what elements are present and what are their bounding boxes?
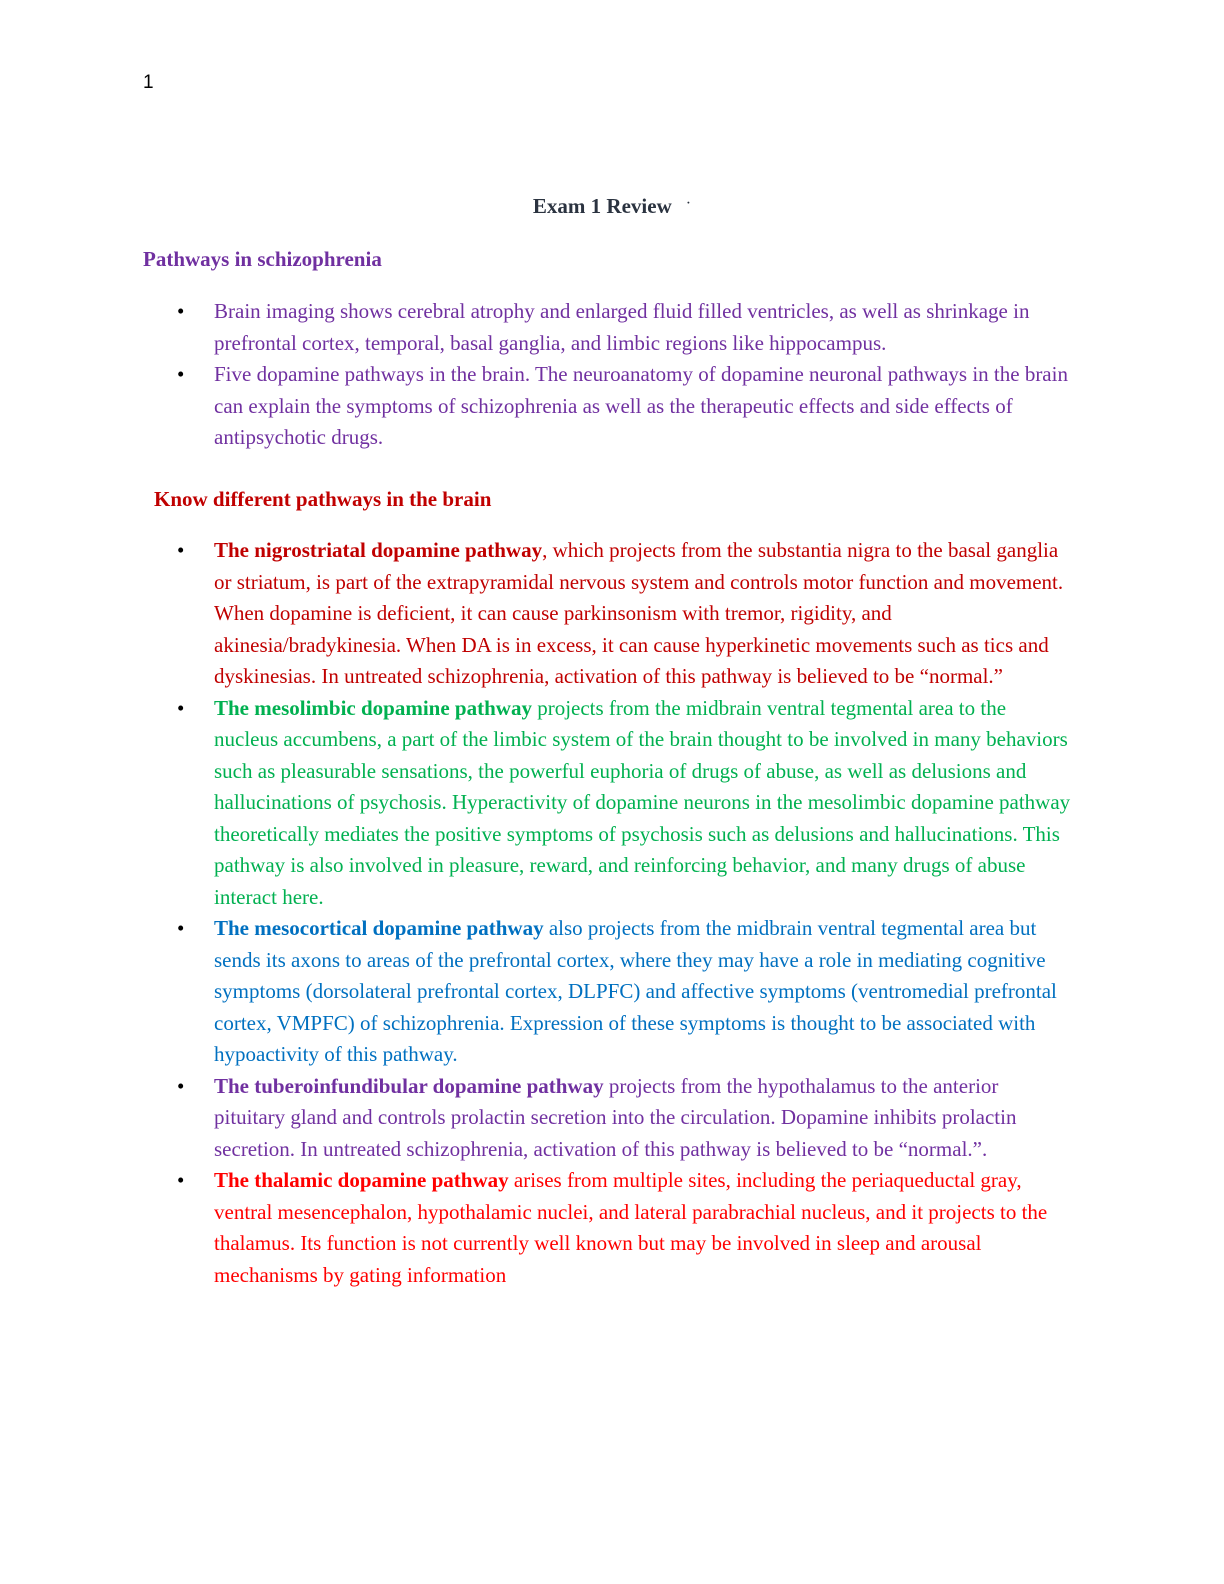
list-item — [0, 359, 1224, 454]
bullet-icon: • — [177, 695, 185, 720]
bullet-icon: • — [177, 1168, 185, 1192]
title-mark: · — [685, 195, 692, 212]
title-text: Exam 1 Review — [532, 194, 672, 218]
bullet-icon: • — [177, 538, 185, 562]
list-item — [0, 296, 1224, 359]
pathway-description: also projects from the midbrain ventral tegmental area but sends its axons to areas of the prefrontal cortex, where they may have a role in mediating cognitive symptoms (dorsolateral prefrontal cortex, DLPFC) and affective symptoms (ventromedial prefrontal cortex, VMPFC) of schizophrenia. Expression of these symptoms is thought to be associated with hypoactivity of this pathway. — [214, 916, 1057, 1066]
pathway-description: arises from multiple sites, including the periaqueductal gray, ventral mesencephalon, hypothalamic nuclei, and lateral parabrachial nucleus, and it projects to the thalamus. Its function is not currently well known but may be involved in sleep and arousal mechanisms by gating information — [214, 1168, 1048, 1287]
pathway-name: The mesocortical dopamine pathway — [214, 916, 544, 940]
heading-know-different-pathways: Know different pathways in the brain — [154, 487, 492, 511]
pathways-list — [0, 535, 1224, 1291]
pathway-name: The nigrostriatal dopamine pathway — [214, 538, 543, 562]
pathway-nigrostriatal — [0, 535, 1224, 693]
document-title — [0, 194, 1224, 219]
pathway-mesolimbic — [0, 693, 1224, 914]
bullet-icon: • — [177, 1073, 185, 1098]
pathway-description: , which projects from the substantia nigra to the basal ganglia or striatum, is part of the extrapyramidal nervous system and controls motor function and movement. When dopamine is deficient, it can cause parkinsonism with tremor, rigidity, and akinesia/bradykinesia. When DA is in excess, it can cause hyperkinetic movements such as tics and dyskinesias. In untreated schizophrenia, activation of this pathway is believed to be “normal.” — [214, 538, 1064, 688]
intro-item-text: Brain imaging shows cerebral atrophy and enlarged fluid filled ventricles, as well as shrinkage in prefrontal cortex, temporal, basal ganglia, and limbic regions like hippocampus. — [214, 299, 1030, 355]
intro-list — [0, 296, 1224, 454]
pathway-name: The thalamic dopamine pathway — [214, 1168, 509, 1192]
pathway-description: projects from the hypothalamus to the anterior pituitary gland and controls prolactin secretion into the circulation. Dopamine inhibits prolactin secretion. In untreated schizophrenia, activation of this pathway is believed to be “normal.”. — [214, 1073, 1017, 1161]
pathway-mesocortical — [0, 913, 1224, 1071]
pathway-description: projects from the midbrain ventral tegmental area to the nucleus accumbens, a part of the limbic system of the brain thought to be involved in many behaviors such as pleasurable sensations, the powerful euphoria of drugs of abuse, as well as delusions and hallucinations of psychosis. Hyperactivity of dopamine neurons in the mesolimbic dopamine pathway theoretically mediates the positive symptoms of psychosis such as delusions and hallucinations. This pathway is also involved in pleasure, reward, and reinforcing behavior, and many drugs of abuse interact here. — [214, 695, 1071, 909]
heading-pathways-in-schizophrenia: Pathways in schizophrenia — [143, 247, 382, 271]
pathway-tuberoinfundibular — [0, 1071, 1224, 1166]
pathway-name: The mesolimbic dopamine pathway — [214, 695, 532, 720]
bullet-icon: • — [177, 299, 185, 323]
page-number: 1 — [143, 72, 154, 93]
pathway-name: The tuberoinfundibular dopamine pathway — [214, 1073, 604, 1098]
bullet-icon: • — [177, 916, 185, 940]
intro-item-text: Five dopamine pathways in the brain. The neuroanatomy of dopamine neuronal pathways in the brain can explain the symptoms of schizophrenia as well as the therapeutic effects and side effects of antipsychotic drugs. — [214, 362, 1068, 449]
pathway-thalamic — [0, 1165, 1224, 1291]
bullet-icon: • — [177, 362, 185, 386]
